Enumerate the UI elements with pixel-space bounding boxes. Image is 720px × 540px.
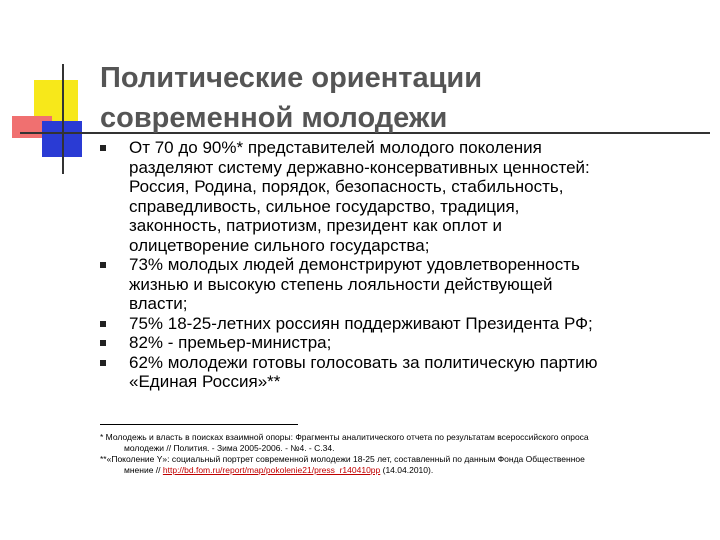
- footnote-2-prefix: мнение //: [124, 465, 163, 475]
- bullet-text-line: 82% - премьер-министра;: [129, 333, 332, 352]
- square-bullet-icon: [100, 321, 106, 327]
- bullet-item: [100, 333, 700, 353]
- bullet-text-line: 62% молодежи готовы голосовать за политическую партию: [129, 352, 598, 372]
- bullet-text-line: жизнью и высокую степень лояльности действующей: [129, 274, 553, 294]
- square-bullet-icon: [100, 262, 106, 268]
- bullet-text-line: разделяют систему державно-консервативных ценностей:: [129, 157, 590, 177]
- bullet-text-line: От 70 до 90%* представителей молодого поколения: [129, 138, 542, 157]
- footnote-2: [100, 454, 710, 476]
- bullet-item: [100, 314, 700, 334]
- bullet-text-line: законность, патриотизм, президент как оплот и: [129, 216, 503, 235]
- bullet-item: [100, 138, 700, 255]
- bullet-text-line: Россия, Родина, порядок, безопасность, стабильность,: [129, 177, 564, 196]
- square-bullet-icon: [100, 360, 106, 366]
- source-link[interactable]: http://bd.fom.ru/report/map/pokolenie21/press_r140410pp: [162, 465, 381, 475]
- decorative-vertical-line: [62, 64, 64, 174]
- square-bullet-icon: [100, 145, 106, 151]
- bullet-text-line: справедливость, сильное государство, традиция,: [129, 196, 520, 216]
- slide-title-line-1: Политические ориентации: [100, 62, 483, 94]
- bullet-list: [100, 138, 700, 392]
- slide-title: [100, 58, 700, 138]
- footnote-1: [100, 432, 710, 454]
- bullet-text-line: олицетворение сильного государства;: [129, 235, 430, 255]
- bullet-text-line: 75% 18-25-летних россиян поддерживают Президента РФ;: [129, 313, 593, 333]
- footnote-1-line-2: молодежи // Полития. - Зима 2005-2006. - №4. - С.34.: [124, 443, 335, 453]
- footnote-2-line-1: **«Поколение Y»: социальный портрет современной молодежи 18-25 лет, составленный по данным Фонда Общественное: [100, 454, 585, 464]
- bullet-item: [100, 353, 700, 392]
- bullet-text-line: власти;: [129, 294, 188, 313]
- square-bullet-icon: [100, 340, 106, 346]
- footnote-2-suffix: (14.04.2010).: [380, 465, 434, 475]
- footnote-1-line-1: * Молодежь и власть в поисках взаимной опоры: Фрагменты аналитического отчета по результатам всероссийского опроса: [100, 432, 589, 442]
- bullet-item: [100, 255, 700, 314]
- footnote-separator: [100, 424, 298, 425]
- bullet-text-line: 73% молодых людей демонстрируют удовлетворенность: [129, 255, 580, 274]
- footnotes: [100, 432, 710, 476]
- footnote-2-line-2: [100, 465, 710, 476]
- bullet-text-line: «Единая Россия»**: [129, 372, 281, 391]
- slide-title-line-2: современной молодежи: [100, 102, 448, 134]
